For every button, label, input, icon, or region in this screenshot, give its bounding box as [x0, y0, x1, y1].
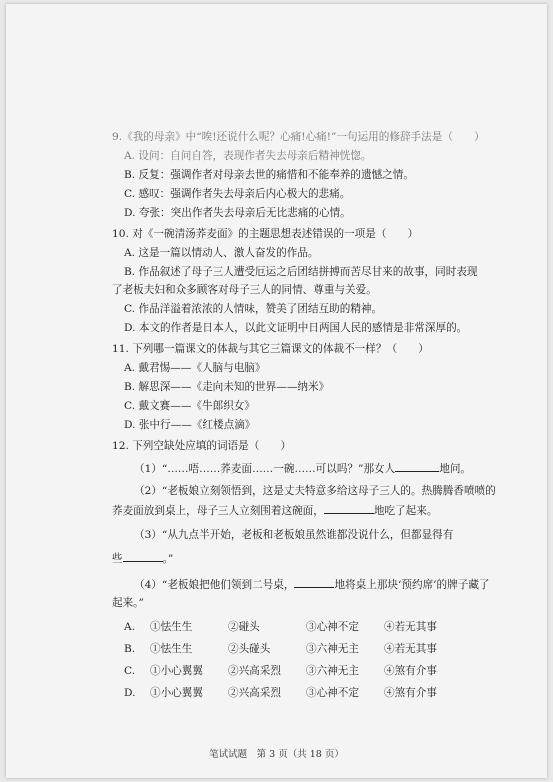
answer-choice-a: A. ①怯生生 ②碰头 ③心神不定 ④若无其事: [124, 621, 437, 633]
question-11-option-c: C. 戴文赛——《牛郎织女》: [124, 400, 255, 412]
page-footer: 笔试试题 第 3 页（共 18 页）: [209, 749, 344, 760]
sentence-4-line2: 起来。”: [112, 597, 144, 609]
question-10-option-a: A. 这是一篇以情动人、激人奋发的作品。: [124, 247, 319, 259]
sentence-1: （1）“……唔……荞麦面……一碗……可以吗？”那女人 地问。: [112, 460, 512, 477]
answer-choice-b: B. ①怯生生 ②头碰头 ③六神无主 ④若无其事: [124, 643, 437, 655]
question-9-option-b: B. 反复：强调作者对母亲去世的痛惜和不能奉养的遗憾之情。: [124, 169, 414, 181]
answer-choice-c: C. ①小心翼翼 ②兴高采烈 ③六神无主 ④煞有介事: [124, 665, 437, 677]
question-10-option-b-line1: B. 作品叙述了母子三人遭受厄运之后团结拼搏而苦尽甘来的故事，同时表现: [124, 266, 478, 278]
question-9-option-c: C. 感叹：强调作者失去母亲后内心极大的悲痛。: [124, 188, 351, 200]
blank-1: [395, 460, 439, 472]
blank-4: [294, 576, 334, 588]
question-11-option-a: A. 戴君惕——《人脑与电脑》: [124, 362, 266, 374]
question-10-option-b-line2: 了老板夫妇和众多顾客对母子三人的同情、尊重与关爱。: [112, 284, 377, 296]
question-area: [112, 130, 512, 701]
sentence-2-line1: （2）“老板娘立刻领悟到，这是丈夫特意多给这母子三人的。热腾腾香喷喷的: [134, 485, 496, 497]
answer-choice-d: D. ①小心翼翼 ②兴高采烈 ③心神不定 ④煞有介事: [124, 687, 437, 699]
blank-2: [324, 502, 374, 514]
sentence-3-line2: 些 。”: [112, 550, 512, 567]
question-9-option-d: D. 夸张：突出作者失去母亲后无比悲痛的心情。: [124, 207, 351, 219]
question-12-stem: 12. 下列空缺处应填的词语是（ ）: [112, 440, 292, 452]
question-10-stem: 10. 对《一碗清汤荞麦面》的主题思想表述错误的一项是（ ）: [112, 228, 419, 240]
question-9-option-a: A. 设问：自问自答，表现作者失去母亲后精神恍惚。: [124, 150, 372, 162]
sentence-4-line1: （4）“老板娘把他们领到二号桌， 地将桌上那块‘预约席’的牌子藏了: [112, 576, 512, 593]
question-10-option-d: D. 本文的作者是日本人，以此文证明中日两国人民的感情是非常深厚的。: [124, 322, 468, 334]
sentence-2-line2: 荞麦面放到桌上，母子三人立刻围着这碗面， 地吃了起来。: [112, 502, 512, 519]
blank-3: [123, 550, 163, 562]
question-11-option-b: B. 解思深——《走向未知的世界——纳米》: [124, 381, 330, 393]
question-10-option-c: C. 作品洋溢着浓浓的人情味，赞美了团结互助的精神。: [124, 303, 383, 315]
sentence-3-line1: （3）“从九点半开始，老板和老板娘虽然谁都没说什么，但都显得有: [134, 529, 454, 541]
question-11-option-d: D. 张中行——《红楼点滴》: [124, 419, 256, 431]
exam-page: [6, 4, 547, 778]
question-11-stem: 11. 下列哪一篇课文的体裁与其它三篇课文的体裁不一样？（ ）: [112, 343, 429, 355]
question-9-stem: 9.《我的母亲》中“唉!还说什么呢？心痛!心痛!”一句运用的修辞手法是（ ）: [112, 131, 485, 143]
